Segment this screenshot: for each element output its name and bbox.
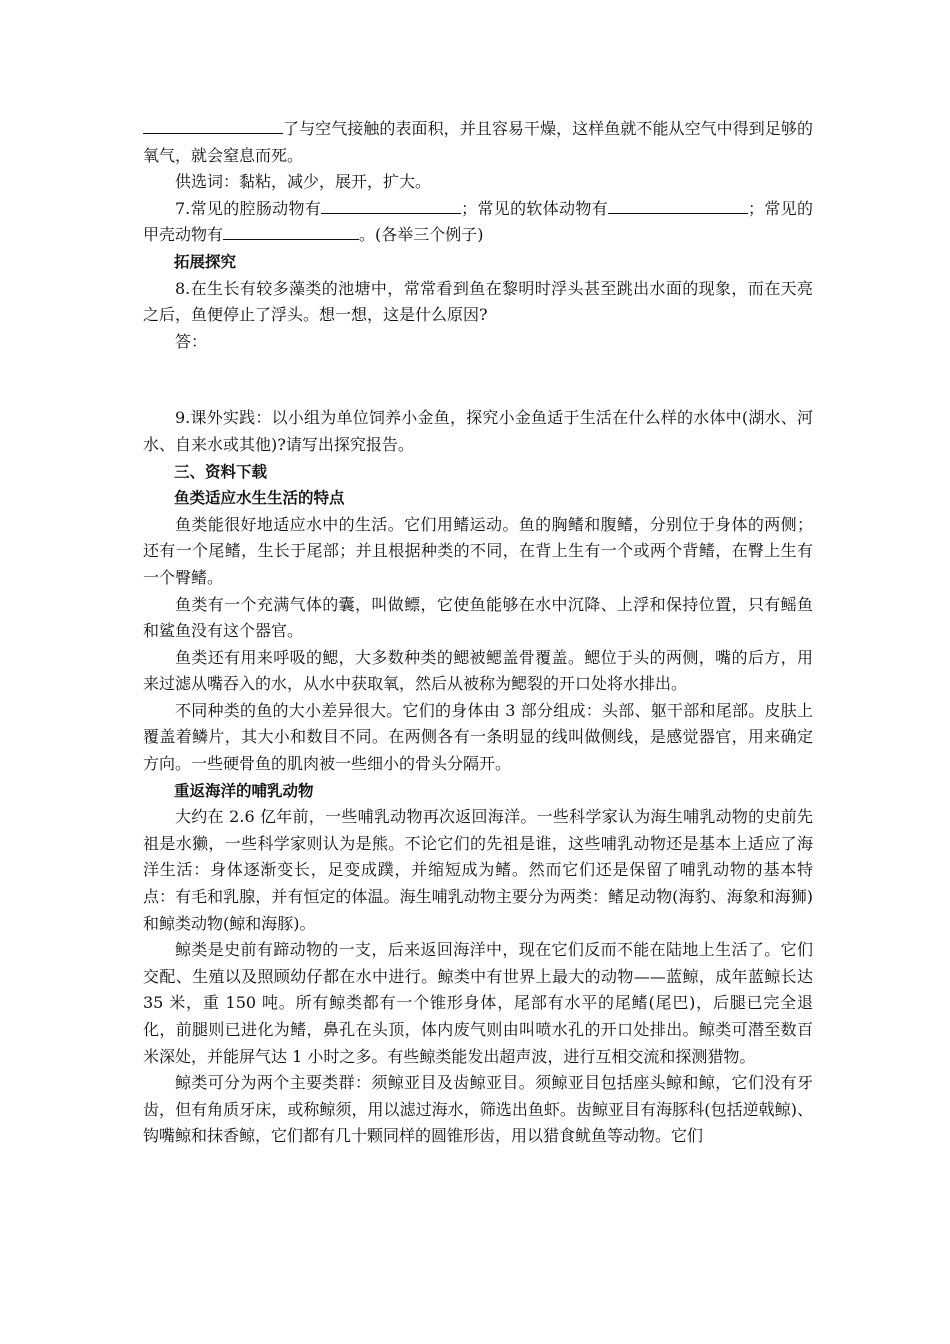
document-page (143, 116, 813, 1150)
q6-options: 供选词：黏粘，减少，展开，扩大。 (175, 172, 432, 192)
fish-paragraph: 鱼类能很好地适应水中的生活。它们用鳍运动。鱼的胸鳍和腹鳍，分别位于身体的两侧；还有一个尾鳍，生长于尾部；并且根据种类的不同，在背上生有一个或两个背鳍，在臀上生有一个臀鳍。 (143, 514, 813, 587)
q6-continuation: 了与空气接触的表面积，并且容易干燥，这样鱼就不能从空气中得到足够的氧气，就会窒息而死。 (143, 116, 813, 169)
section-heading-extend: 拓展探究 (174, 252, 237, 271)
answer-blank[interactable] (321, 196, 461, 214)
mammal-paragraph: 鲸类是史前有蹄动物的一支，后来返回海洋中，现在它们反而不能在陆地上生活了。它们交配、生殖以及照顾幼仔都在水中进行。鲸类中有世界上最大的动物——蓝鲸，成年蓝鲸长达 35 米，重 150 吨。所有鲸类都有一个锥形身体，尾部有水平的尾鳍(尾巴)，后腿已完全退化，前腿则已进化为鳍，鼻孔在头顶，体内废气则由叫喷水孔的开口处排出。鲸类可潜至数百米深处，并能屏气达 1 小时之多。有些鲸类能发出超声波，进行互相交流和探测猎物。 (143, 940, 813, 1066)
fish-paragraph: 不同种类的鱼的大小差异很大。它们的身体由 3 部分组成：头部、躯干部和尾部。皮肤上覆盖着鳞片，其大小和数目不同。在两侧各有一条明显的线叫做侧线，是感觉器官，用来确定方向。一些硬骨鱼的肌肉被一些细小的骨头分隔开。 (143, 700, 813, 774)
answer-blank[interactable] (143, 116, 283, 134)
answer-label: 答： (175, 331, 208, 351)
section-heading-download: 三、资料下载 (174, 462, 268, 481)
question-7: 7.常见的腔肠动物有 ；常见的软体动物有 ；常见的甲壳动物有 。(各举三个例子) (143, 196, 813, 249)
mammal-paragraph: 鲸类可分为两个主要类群：须鲸亚目及齿鲸亚目。须鲸亚目包括座头鲸和鲸，它们没有牙齿，但有角质牙床，或称鲸须，用以滤过海水，筛选出鱼虾。齿鲸亚目有海豚科(包括逆戟鲸)、钩嘴鲸和抹香鲸，它们都有几十颗同样的圆锥形齿，用以猎食鱿鱼等动物。它们 (143, 1073, 813, 1146)
answer-blank[interactable] (223, 222, 359, 240)
question-8: 8.在生长有较多藻类的池塘中，常常看到鱼在黎明时浮头甚至跳出水面的现象，而在天亮之后，鱼便停止了浮头。想一想，这是什么原因? (143, 278, 813, 325)
question-9: 9.课外实践：以小组为单位饲养小金鱼，探究小金鱼适于生活在什么样的水体中(湖水、河水、自来水或其他)?请写出探究报告。 (143, 408, 813, 454)
answer-blank[interactable] (608, 196, 748, 214)
mammal-article-title: 重返海洋的哺乳动物 (174, 781, 314, 800)
mammal-paragraph: 大约在 2.6 亿年前，一些哺乳动物再次返回海洋。一些科学家认为海生哺乳动物的史前先祖是水獭，一些科学家则认为是熊。不论它们的先祖是谁，这些哺乳动物还是基本上适应了海洋生活：身体逐渐变长，足变成蹼，并缩短成为鳍。然而它们还是保留了哺乳动物的基本特点：有毛和乳腺，并有恒定的体温。海生哺乳动物主要分为两类：鳍足动物(海豹、海象和海狮)和鲸类动物(鲸和海豚)。 (143, 807, 813, 933)
fish-paragraph: 鱼类还有用来呼吸的鳃，大多数种类的鳃被鳃盖骨覆盖。鳃位于头的两侧，嘴的后方，用来过滤从嘴吞入的水，从水中获取氧，然后从被称为鳃裂的开口处将水排出。 (143, 647, 813, 694)
fish-article-title: 鱼类适应水生生活的特点 (174, 489, 345, 508)
fish-paragraph: 鱼类有一个充满气体的囊，叫做鳔，它使鱼能够在水中沉降、上浮和保持位置，只有鳐鱼和鲨鱼没有这个器官。 (143, 594, 813, 641)
answer-space[interactable] (143, 355, 813, 405)
